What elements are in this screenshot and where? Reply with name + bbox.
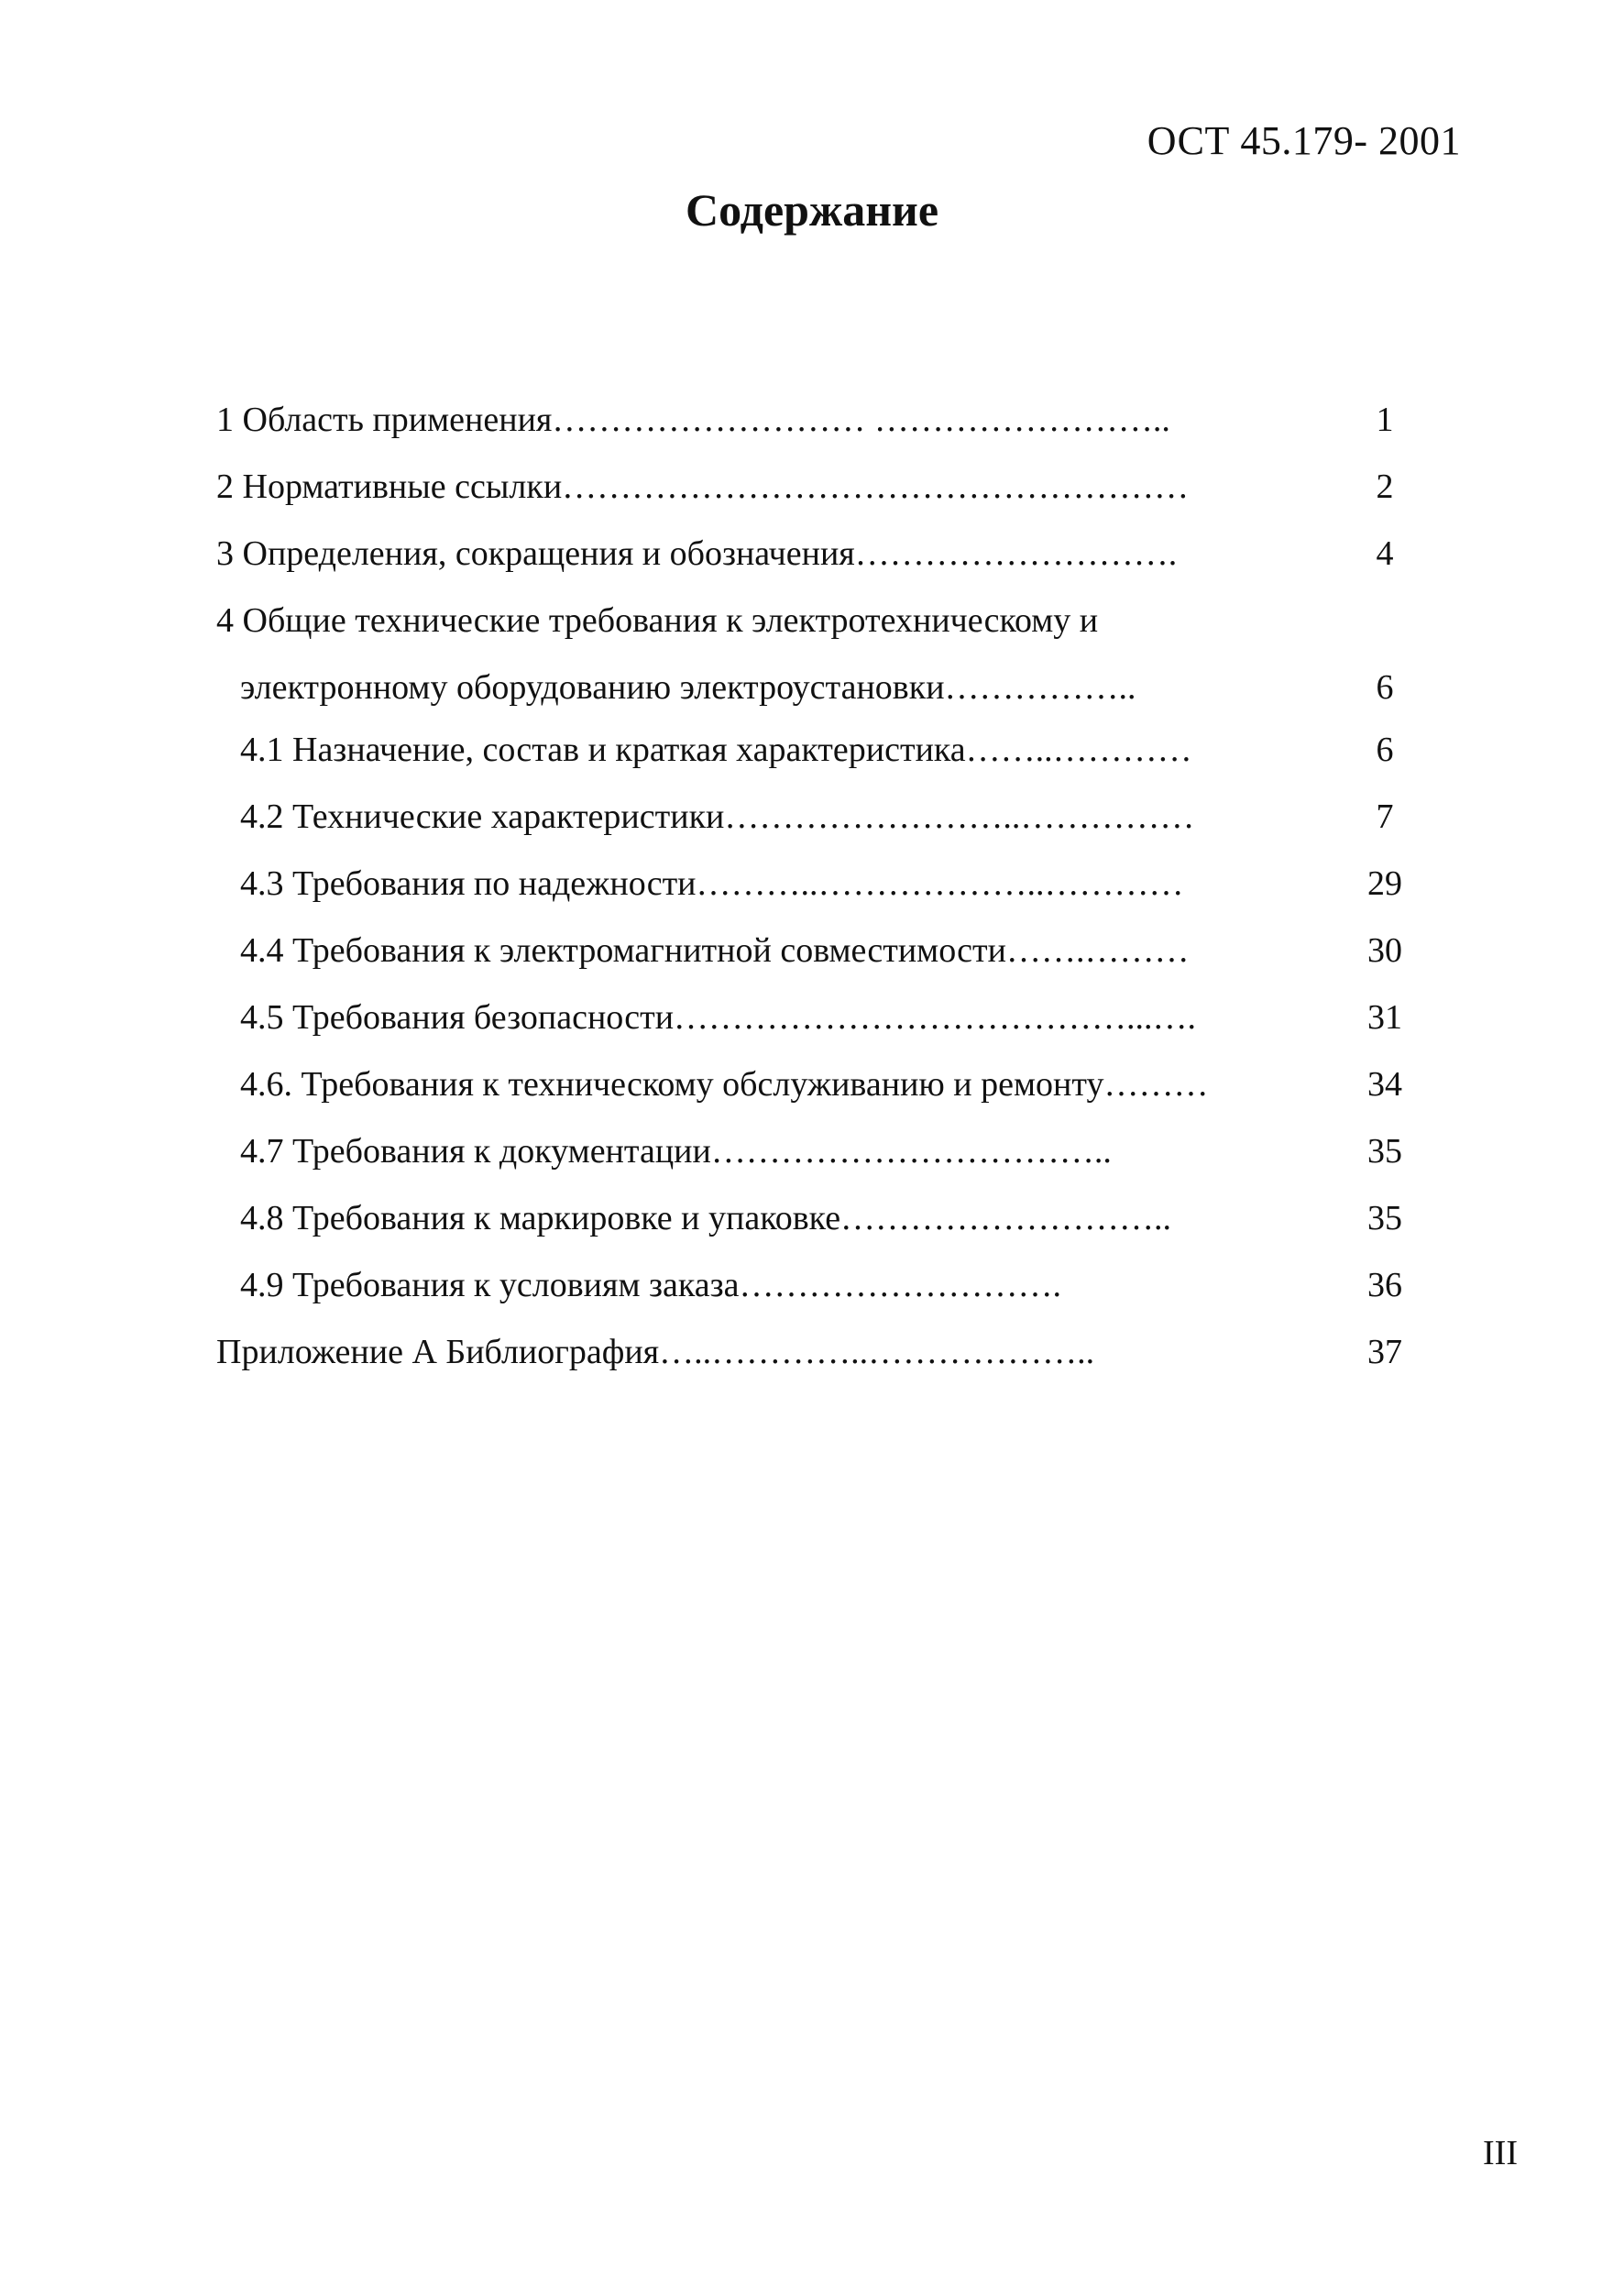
page-number: III — [1483, 2134, 1518, 2172]
toc-entry-4-5[interactable] — [216, 983, 1435, 1050]
toc-entry-appendix-a[interactable] — [216, 1317, 1435, 1384]
toc-entry-4-3[interactable] — [216, 849, 1435, 916]
toc-entry-text: 4.6. Требования к техническому обслуживанию и ремонту……… — [240, 1065, 1209, 1104]
toc-entry-page: 31 — [1367, 998, 1402, 1037]
toc-entry-text: 4.1 Назначение, состав и краткая характеристика……..………… — [240, 731, 1192, 769]
toc-entry-4-6[interactable] — [216, 1050, 1435, 1116]
toc-entry-page: 30 — [1367, 931, 1402, 970]
toc-entry-text: 4.7 Требования к документации…………………………….. — [240, 1132, 1112, 1171]
toc-entry-4-4[interactable] — [216, 916, 1435, 983]
document-code: ОСТ 45.179- 2001 — [1147, 118, 1461, 163]
toc-entry-page: 29 — [1367, 864, 1402, 903]
toc-entry-text: электронному оборудованию электроустановки…………….. — [240, 668, 1136, 707]
toc-entry-text: 4.3 Требования по надежности………..………………..………… — [240, 864, 1184, 903]
toc-entry-4-2[interactable] — [216, 782, 1435, 849]
toc-entry-page: 37 — [1367, 1333, 1402, 1371]
toc-entry-page: 6 — [1376, 731, 1394, 769]
toc-entry-text: 4.9 Требования к условиям заказа………………………. — [240, 1266, 1062, 1304]
toc-entry-4-1[interactable] — [216, 715, 1435, 782]
toc-entry-general-requirements[interactable] — [216, 586, 1435, 653]
toc-entry-page: 34 — [1367, 1065, 1402, 1104]
toc-entry-4-8[interactable] — [216, 1183, 1435, 1250]
toc-entry-4-9[interactable] — [216, 1250, 1435, 1317]
toc-entry-text: 3 Определения, сокращения и обозначения………………………. — [216, 534, 1178, 573]
toc-entry-text: 4.4 Требования к электромагнитной совместимости…….……… — [240, 931, 1190, 970]
toc-entry-text: 4.8 Требования к маркировке и упаковке……………………….. — [240, 1199, 1172, 1237]
toc-entry-page: 35 — [1367, 1132, 1402, 1171]
toc-entry-text: Приложение А Библиография…..…………..……………….. — [216, 1333, 1095, 1371]
contents-title: Содержание — [685, 184, 939, 236]
toc-entry-4-7[interactable] — [216, 1116, 1435, 1183]
toc-entry-page: 7 — [1376, 797, 1394, 836]
toc-entry-page: 2 — [1376, 467, 1394, 506]
toc-entry-general-requirements-continued[interactable] — [216, 653, 1435, 715]
toc-entry-page: 4 — [1376, 534, 1394, 573]
toc-entry-text: 1 Область применения……………………… …………………….. — [216, 401, 1170, 439]
toc-entry-page: 36 — [1367, 1266, 1402, 1304]
toc-entry-scope[interactable] — [216, 385, 1435, 452]
toc-entry-page: 6 — [1376, 668, 1394, 707]
toc-entry-page: 35 — [1367, 1199, 1402, 1237]
toc-entry-text: 4 Общие технические требования к электротехническому и — [216, 601, 1099, 640]
toc-entry-text: 4.2 Технические характеристики……………………..…………… — [240, 797, 1195, 836]
toc-entry-page: 1 — [1376, 401, 1394, 439]
toc-entry-definitions[interactable] — [216, 519, 1435, 586]
toc-entry-normative-references[interactable] — [216, 452, 1435, 519]
toc-entry-text: 4.5 Требования безопасности…………………………………...…. — [240, 998, 1197, 1037]
table-of-contents — [216, 385, 1435, 1384]
toc-entry-text: 2 Нормативные ссылки……………………………………………… — [216, 467, 1190, 506]
